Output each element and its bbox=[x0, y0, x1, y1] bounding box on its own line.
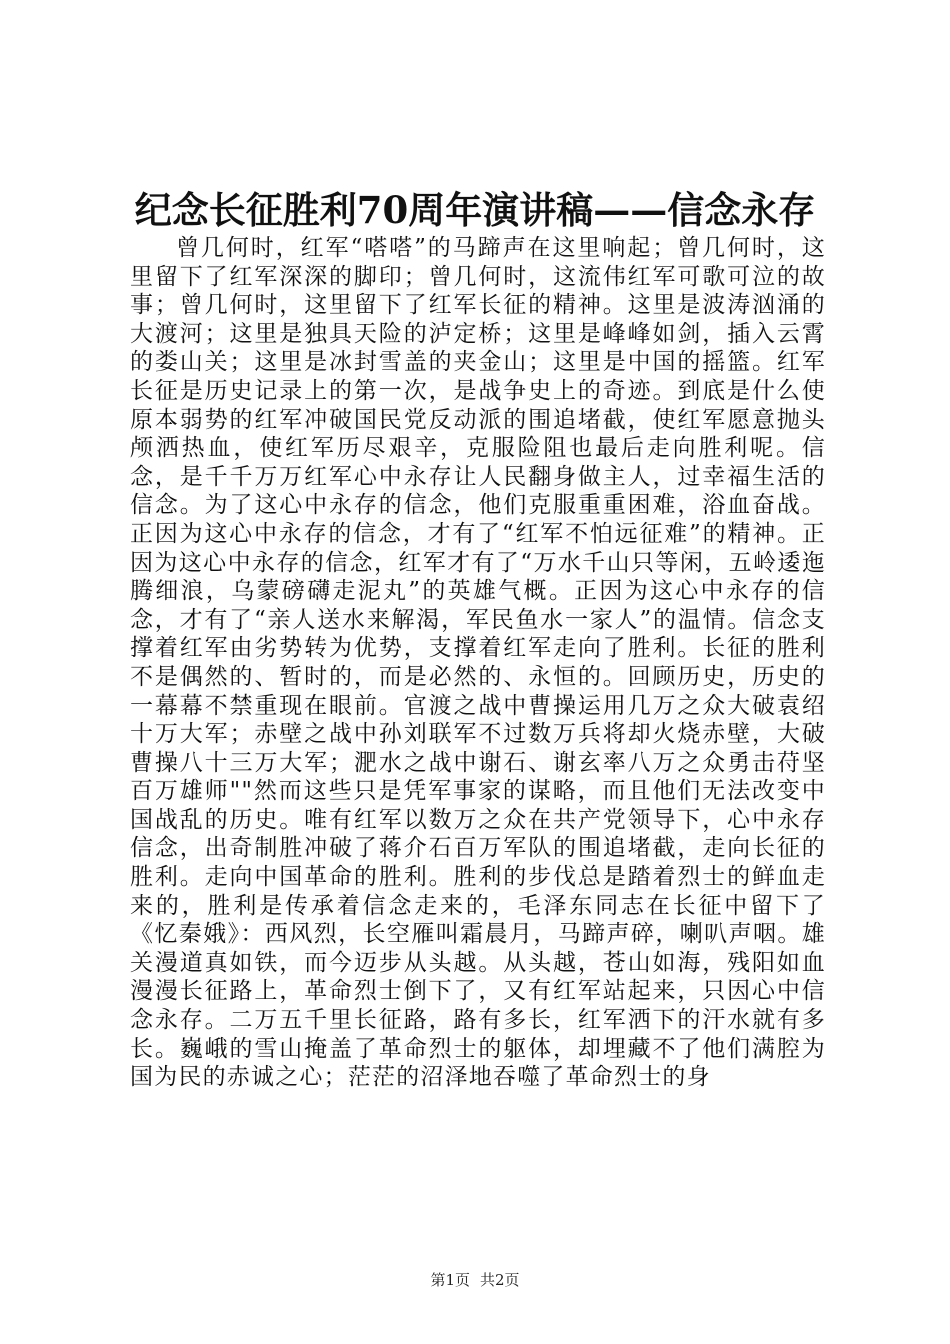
page-total: 共2页 bbox=[480, 1271, 520, 1289]
page-number: 第1页 bbox=[430, 1271, 470, 1289]
page-footer bbox=[0, 1270, 950, 1290]
document-title: 纪念长征胜利70周年演讲稿——信念永存 bbox=[134, 188, 816, 232]
body-paragraph: 曾几何时，红军“嗒嗒”的马蹄声在这里响起；曾几何时，这里留下了红军深深的脚印；曾几何时，这流伟红军可歌可泣的故事；曾几何时，这里留下了红军长征的精神。这里是波涛汹涌的大渡河；这里是独具天险的泸定桥；这里是峰峰如剑，插入云霄的娄山关；这里是冰封雪盖的夹金山；这里是中国的摇篮。红军长征是历史记录上的第一次，是战争史上的奇迹。到底是什么使原本弱势的红军冲破国民党反动派的围追堵截，使红军愿意抛头颅洒热血，使红军历尽艰辛，克服险阻也最后走向胜利呢。信念，是千千万万红军心中永存让人民翻身做主人，过幸福生活的信念。为了这心中永存的信念，他们克服重重困难，浴血奋战。正因为这心中永存的信念，才有了“红军不怕远征难”的精神。正因为这心中永存的信念，红军才有了“万水千山只等闲，五岭逶迤腾细浪，乌蒙磅礴走泥丸”的英雄气概。正因为这心中永存的信念，才有了“亲人送水来解渴，军民鱼水一家人”的温情。信念支撑着红军由劣势转为优势，支撑着红军走向了胜利。长征的胜利不是偶然的、暂时的，而是必然的、永恒的。回顾历史，历史的一幕幕不禁重现在眼前。官渡之战中曹操运用几万之众大破袁绍十万大军；赤壁之战中孙刘联军不过数万兵将却火烧赤壁，大破曹操八十三万大军；淝水之战中谢石、谢玄率八万之众勇击苻坚百万雄师""然而这些只是凭军事家的谋略，而且他们无法改变中国战乱的历史。唯有红军以数万之众在共产党领导下，心中永存信念，出奇制胜冲破了蒋介石百万军队的围追堵截，走向长征的胜利。走向中国革命的胜利。胜利的步伐总是踏着烈士的鲜血走来的，胜利是传承着信念走来的，毛泽东同志在长征中留下了《忆秦娥》：西风烈，长空雁叫霜晨月，马蹄声碎，喇叭声咽。雄关漫道真如铁，而今迈步从头越。从头越，苍山如海，残阳如血漫漫长征路上，革命烈士倒下了，又有红军站起来，只因心中信念永存。二万五千里长征路，路有多长，红军洒下的汗水就有多长。巍峨的雪山掩盖了革命烈士的躯体，却埋藏不了他们满腔为国为民的赤诚之心；茫茫的沼泽地吞噬了革命烈士的身 bbox=[130, 235, 826, 1091]
